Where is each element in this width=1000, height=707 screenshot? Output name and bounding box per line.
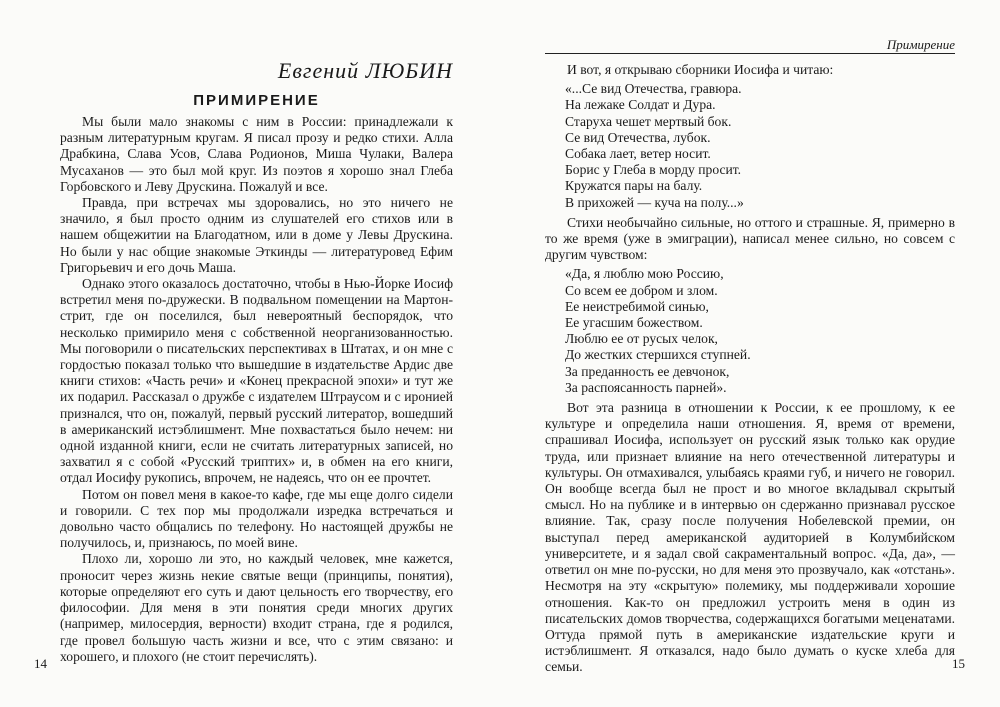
header-rule — [545, 53, 955, 54]
left-body-text — [60, 114, 453, 665]
right-body-text — [545, 62, 955, 676]
poem-line: Кружатся пары на балу. — [565, 178, 703, 194]
paragraph: Вот эта разница в отношении к России, к ее прошлому, к ее культуре и определила наши отношения. Я, время от времени, спрашивал Иосифа, использует он русский язык только как орудие труда, или признает влияние на него отечественной литературы и культуры. Он отмахивался, улыбаясь краями губ, и ничего не говорил. Он вообще всегда был не прост и во многое вкладывал скрытый смысл. Но на публике и в интервью он сдержанно признавал русское влияние. Так, сразу после получения Нобелевской премии, он выступал перед американской аудиторией в Колумбийском университете, и я задал свой сакраментальный вопрос. «Да, да», — ответил он мне по-русски, но для меня это прозвучало, как «отстань». Несмотря на эту «скрытую» полемику, мы поддерживали хорошие отношения. Как-то он предложил устроить меня в один из писательских домов творчества, содержащихся богатыми меценатами. Оттуда прямой путь в американские издательские круги и истэблишмент. Я отказался, надо было думать о куске хлеба для семьи. — [545, 400, 955, 675]
poem-line: На лежаке Солдат и Дура. — [565, 97, 716, 113]
running-head: Примирение — [886, 37, 955, 52]
poem-line: За распоясанность парней». — [565, 379, 727, 395]
paragraph: Однако этого оказалось достаточно, чтобы в Нью-Йорке Иосиф встретил меня по-дружески. В подвальном помещении на Мартон-стрит, где он поселился, был невероятный беспорядок, что несколько примирило меня с собственной неорганизованностью. Мы поговорили о писательских перспективах в Штатах, и он мне с гордостью показал только что вышедшие в издательстве Ардис две книги стихов: «Часть речи» и «Конец прекрасной эпохи» и тут же их подарил. Рассказал о дружбе с издателем Штраусом и с иронией признался, что он, пожалуй, первый русский литератор, вошедший в американский истэблишмент. Мне похвастаться было нечем: ни одной изданной книги, если не считать литературных записей, но захватил я с собой «Русский триптих» и, в обмен на его книги, отдал Иосифу рукопись, впрочем, не надеясь, что он ее прочтет. — [60, 276, 453, 486]
poem-line: Борис у Глеба в морду просит. — [565, 162, 742, 178]
paragraph: Потом он повел меня в какое-то кафе, где мы еще долго сидели и говорили. С тех пор мы продолжали изредка встречаться и довольно часто общались по телефону. Но настоящей дружбы не получилось, и, признаюсь, по моей вине. — [60, 486, 453, 551]
poem-quote-2 — [565, 266, 955, 396]
right-page — [545, 0, 965, 707]
poem-line: До жестких стершихся ступней. — [565, 347, 751, 363]
paragraph: Стихи необычайно сильные, но оттого и страшные. Я, примерно в то же время (уже в эмиграции), написал менее сильно, но совсем с другим чувством: — [545, 214, 955, 263]
paragraph: Правда, при встречах мы здоровались, но это ничего не значило, я был просто одним из слушателей его стихов или в нашем общежитии на Благодатном, или в доме у Левы Друскина. Но были у нас общие знакомые Эткинды — литературовед Ефим Григорьевич и его дочь Маша. — [60, 195, 453, 275]
poem-line: В прихожей — куча на полу...» — [565, 194, 744, 210]
poem-line: Собака лает, ветер носит. — [565, 146, 711, 162]
left-page — [34, 0, 453, 707]
poem-line: «Да, я люблю мою Россию, — [565, 266, 724, 282]
poem-line: Люблю ее от русых челок, — [565, 331, 718, 347]
poem-line: «...Се вид Отечества, гравюра. — [565, 81, 742, 97]
page-number: 14 — [34, 656, 47, 671]
paragraph: Плохо ли, хорошо ли это, но каждый человек, мне кажется, проносит через жизнь некие святые вещи (принципы, понятия), которые определяют его суть и дают цельность его творчеству, его философии. Для меня в эти понятия среди многих других (например, милосердия, верности) входит страна, где я родился, где провел большую часть жизни и все, что с этим связано: и хорошего, и плохого (не стоит перечислять). — [60, 551, 453, 664]
poem-line: Старуха чешет мертвый бок. — [565, 113, 732, 129]
poem-line: Ее угасшим божеством. — [565, 315, 703, 331]
poem-line: За преданность ее девчонок, — [565, 363, 730, 379]
article-title: ПРИМИРЕНИЕ — [193, 92, 320, 109]
paragraph: И вот, я открываю сборники Иосифа и читаю: — [567, 62, 834, 77]
poem-line: Со всем ее добром и злом. — [565, 282, 718, 298]
poem-line: Се вид Отечества, лубок. — [565, 129, 711, 145]
poem-quote-1 — [565, 81, 955, 211]
page-number: 15 — [952, 656, 965, 671]
poem-line: Ее неистребимой синью, — [565, 298, 709, 314]
author-name: Евгений ЛЮБИН — [277, 58, 453, 83]
paragraph: Мы были мало знакомы с ним в России: принадлежали к разным литературным кругам. Я писал прозу и редко стихи. Алла Драбкина, Слава Усов, Слава Родионов, Миша Чулаки, Валера Мусаханов — это был мой круг. Из поэтов я хорошо знал Глеба Горбовского и Леву Друскина. Пожалуй и все. — [60, 114, 453, 194]
